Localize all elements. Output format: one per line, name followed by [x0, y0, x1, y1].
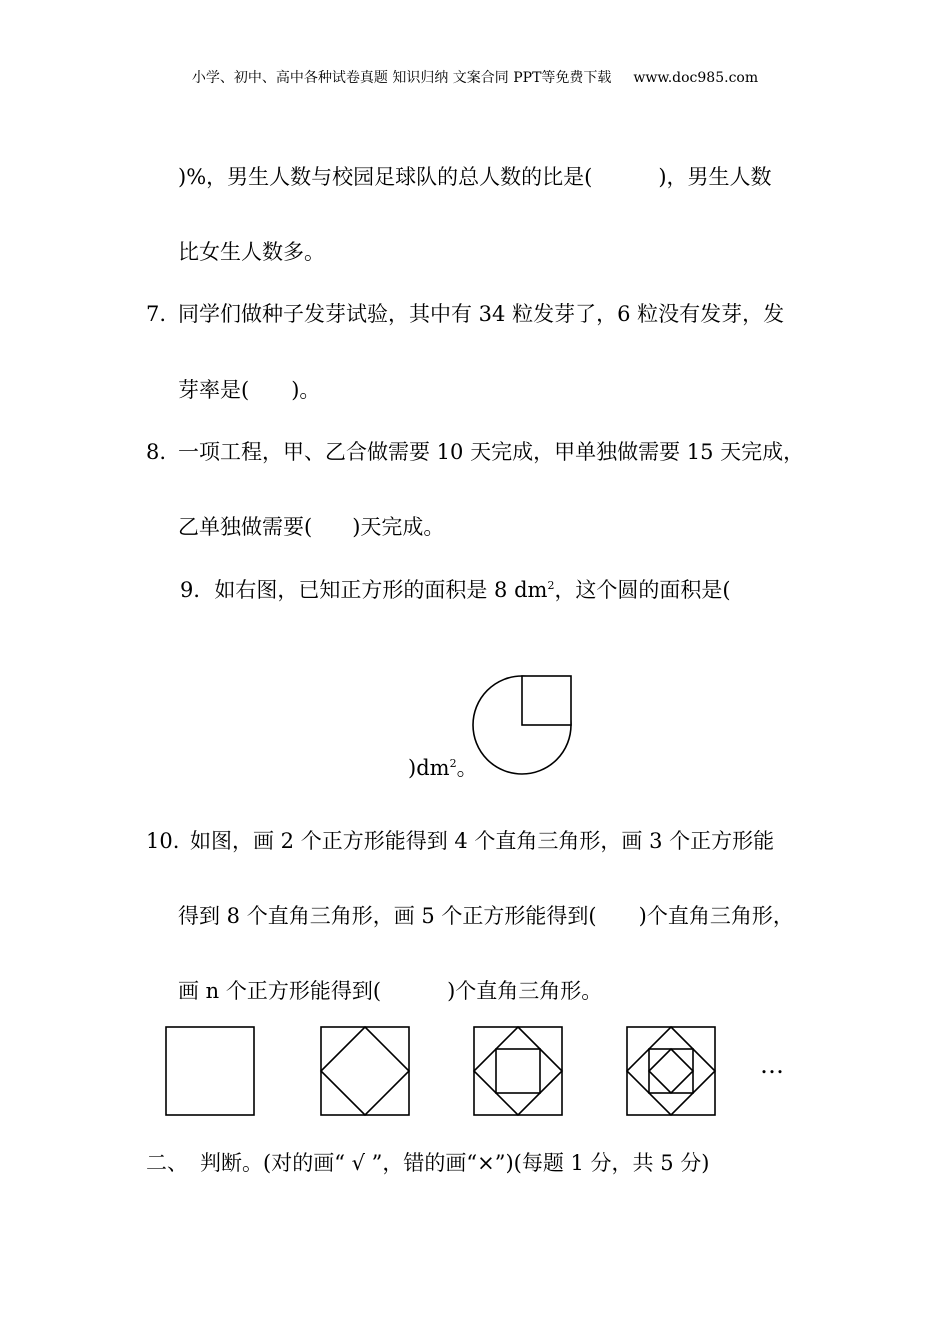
q9-superscript: 2 [547, 579, 555, 592]
section2-title: 判断。(对的画“ √ ”，错的画“×”)(每题 1 分，共 5 分) [200, 1151, 710, 1175]
q9-text-a: 9．如右图，已知正方形的面积是 8 dm [180, 578, 548, 602]
nested-squares-figure-3 [473, 1026, 563, 1116]
square-shape [522, 676, 571, 725]
q9-unit-superscript: 2 [449, 757, 457, 770]
q10-text-c: 画 n 个正方形能得到( [178, 979, 382, 1003]
q6-line2: 比女生人数多。 [178, 240, 325, 264]
q6-text-a: )%，男生人数与校园足球队的总人数的比是( [178, 165, 593, 189]
q9-text-b: ，这个圆的面积是( [554, 578, 731, 602]
header-text: 小学、初中、高中各种试卷真题 知识归纳 文案合同 PPT等免费下载 [191, 70, 612, 86]
q10-text-a: 得到 8 个直角三角形，画 5 个正方形能得到( [178, 904, 597, 928]
ellipsis: … [760, 1051, 784, 1079]
q9-line1 [180, 577, 731, 603]
q8-line2 [178, 514, 444, 540]
q7-text-a: 芽率是( [178, 378, 250, 402]
q8-line1: 一项工程，甲、乙合做需要 10 天完成，甲单独做需要 15 天完成， [178, 440, 805, 464]
inner-diamond-shape [649, 1049, 693, 1093]
header-url: www.doc985.com [633, 70, 759, 86]
q10-text-b: )个直角三角形， [638, 904, 794, 928]
square-shape [627, 1027, 715, 1115]
q9-end-text: 。 [456, 756, 478, 780]
q10-text-d: )个直角三角形。 [447, 979, 603, 1003]
diamond-shape [627, 1027, 715, 1115]
q8-text-a: 乙单独做需要( [178, 515, 313, 539]
square-shape [166, 1027, 254, 1115]
q6-line1 [178, 164, 772, 190]
diamond-shape [474, 1027, 562, 1115]
page-header [0, 68, 950, 88]
q7-line1: 同学们做种子发芽试验，其中有 34 粒发芽了，6 粒没有发芽，发 [178, 302, 785, 326]
nested-squares-figure-1 [165, 1026, 255, 1116]
circle-square-figure [470, 672, 576, 778]
q7-line2 [178, 377, 320, 403]
q10-line2 [178, 903, 794, 929]
square-shape [474, 1027, 562, 1115]
inner-square-shape [649, 1049, 693, 1093]
q10-number: 10. [146, 829, 180, 853]
q8-number: 8. [146, 440, 167, 464]
section2-number: 二、 [146, 1151, 188, 1175]
diamond-shape [321, 1027, 409, 1115]
inner-square-shape [496, 1049, 540, 1093]
q10-line1: 如图，画 2 个正方形能得到 4 个直角三角形，画 3 个正方形能 [190, 829, 775, 853]
q6-text-b: )，男生人数 [658, 165, 772, 189]
q7-text-b: )。 [291, 378, 321, 402]
q9-line2 [408, 755, 478, 781]
q10-line3 [178, 978, 602, 1004]
square-shape [321, 1027, 409, 1115]
nested-squares-figure-2 [320, 1026, 410, 1116]
q7-number: 7. [146, 302, 167, 326]
nested-squares-figure-4 [626, 1026, 716, 1116]
q8-text-b: )天完成。 [352, 515, 445, 539]
q9-unit-text: )dm [408, 756, 450, 780]
